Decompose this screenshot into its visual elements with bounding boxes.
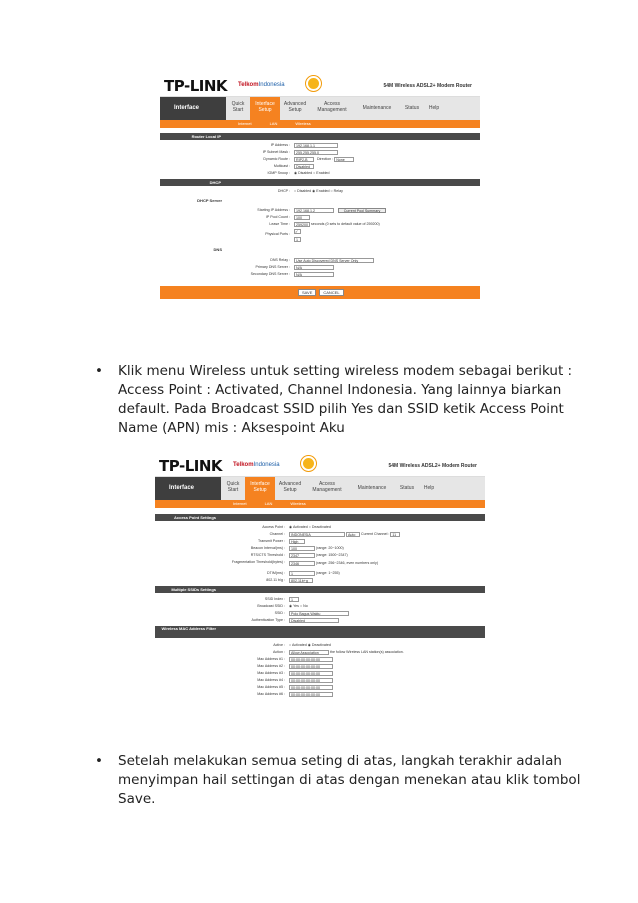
direction-label: Direction :: [317, 157, 334, 161]
row-label: Authentication Type :: [251, 618, 285, 622]
row-label: Channel :: [269, 532, 285, 536]
router-screenshot-lan: [160, 75, 480, 337]
tab-access-management[interactable]: Access Management: [312, 481, 342, 493]
pool-count-input[interactable]: 100: [294, 215, 310, 220]
row-label: SSID Index :: [264, 597, 285, 601]
country-select[interactable]: INDONESIA: [289, 532, 345, 537]
radio-label: Yes: [293, 604, 299, 608]
tab-quick-start[interactable]: Quick Start: [226, 481, 240, 493]
config-body: [160, 128, 480, 337]
nav-title: Interface: [155, 477, 221, 500]
main-nav: [155, 477, 485, 500]
section-label: DHCP: [209, 180, 221, 185]
section-label: Access Point Settings: [173, 515, 216, 520]
radio-icon[interactable]: ◉: [312, 189, 316, 193]
mac-address-input[interactable]: 00:00:00:00:00:00: [289, 671, 333, 676]
row-mac-4: [221, 677, 481, 684]
router-screenshot-wireless: [155, 455, 485, 736]
dtim-input[interactable]: 1: [289, 571, 315, 576]
row-dns-relay: [226, 257, 476, 264]
multicast-select[interactable]: Disabled: [294, 164, 314, 169]
telkom-sun-icon: [306, 76, 321, 91]
row-secondary-dns: [226, 271, 476, 278]
radio-label: Enabled: [316, 189, 330, 193]
paragraph-save-instructions: [118, 752, 581, 809]
paragraph-line: default. Pada Broadcast SSID pilih Yes dan SSID ketik Access Point: [118, 401, 564, 417]
tab-status[interactable]: Status: [399, 485, 415, 491]
paragraph-line: Setelah melakukan semua seting di atas, langkah terakhir adalah: [118, 753, 562, 769]
row-label: Mac Address #6 :: [257, 692, 285, 696]
radio-label: Disabled: [298, 171, 313, 175]
section-dns: DNS: [213, 247, 222, 252]
telkom-text: Telkom: [233, 462, 254, 468]
current-channel-label: Current Channel :: [361, 532, 390, 536]
radio-icon[interactable]: ○: [308, 525, 311, 529]
radio-icon[interactable]: ○: [299, 604, 303, 608]
row-action: [221, 649, 481, 656]
tab-quick-start[interactable]: Quick Start: [231, 101, 245, 113]
section-access-point: [155, 514, 485, 521]
router-header: [160, 75, 480, 97]
beacon-interval-input[interactable]: 100: [289, 546, 315, 551]
row-label: IP Subnet Mask :: [262, 150, 290, 154]
row-ssid: [221, 610, 481, 617]
model-name: 54M Wireless ADSL2+ Modem Router: [383, 83, 472, 89]
row-label: Mac Address #2 :: [257, 664, 285, 668]
section-mac-filter: [155, 626, 485, 638]
radio-icon[interactable]: ○: [330, 189, 333, 193]
row-label: Multicast :: [273, 164, 290, 168]
section-dhcp: [160, 179, 480, 186]
subtab-lan[interactable]: LAN: [264, 501, 273, 506]
tab-interface-setup[interactable]: Interface Setup: [245, 477, 275, 500]
radio-label: Relay: [333, 189, 343, 193]
row-fragmentation: [221, 560, 481, 569]
ip-address-input[interactable]: 192.168.1.1: [294, 143, 338, 148]
save-button[interactable]: SAVE: [298, 289, 316, 296]
row-mac-1: [221, 656, 481, 663]
radio-label: Activated: [292, 525, 308, 529]
row-label: Primary DNS Server :: [255, 265, 290, 269]
row-label: Broadcast SSID :: [257, 604, 285, 608]
row-beacon-interval: [221, 545, 481, 552]
row-rts-cts: [221, 552, 481, 559]
router-header: [155, 455, 485, 477]
model-name: 54M Wireless ADSL2+ Modem Router: [388, 463, 477, 469]
nav-title: Interface: [160, 97, 226, 120]
tab-maintenance[interactable]: Maintenance: [362, 105, 392, 111]
dynamic-route-select[interactable]: RIP2-B: [294, 157, 314, 162]
bullet-1: •: [95, 363, 103, 379]
tab-advanced-setup[interactable]: Advanced Setup: [278, 481, 302, 493]
paragraph-line: Name (APN) mis : Aksespoint Aku: [118, 420, 345, 436]
row-igmp-snoop: [226, 170, 476, 177]
section-label: Multiple SSIDs Settings: [171, 587, 216, 592]
tab-access-management[interactable]: Access Management: [317, 101, 347, 113]
row-label: RTS/CTS Threshold :: [250, 553, 285, 557]
auth-type-select[interactable]: Disabled: [289, 618, 339, 623]
checkbox-icon[interactable]: ✓: [294, 229, 301, 234]
row-active: [221, 642, 481, 649]
ssid-input[interactable]: Polo Bagus Waktu: [289, 611, 349, 616]
telkom-text: Telkom: [238, 82, 259, 88]
section-router-local-ip: [160, 133, 480, 140]
nav-tabs: [221, 477, 485, 500]
row-label: Physical Ports :: [265, 232, 290, 236]
mode-select[interactable]: 802.11b+g: [289, 578, 313, 583]
row-label: IGMP Snoop :: [267, 171, 290, 175]
range-note: (range: 20~1000): [316, 546, 344, 550]
radio-label: Disabled: [297, 189, 312, 193]
direction-select[interactable]: None: [334, 157, 354, 162]
mac-address-input[interactable]: 00:00:00:00:00:00: [289, 657, 333, 662]
radio-label: No: [303, 604, 308, 608]
paragraph-line: Access Point : Activated, Channel Indonesia. Yang lainnya biarkan: [118, 382, 562, 398]
ssid-index-select[interactable]: 1: [289, 597, 299, 602]
subtab-internet[interactable]: Internet: [238, 121, 252, 126]
footer-bar: [160, 286, 480, 299]
row-label: 802.11 b/g :: [266, 578, 285, 582]
row-mac-2: [221, 663, 481, 670]
row-channel: [221, 531, 481, 538]
lease-time-input[interactable]: 259200: [296, 222, 308, 227]
tab-status[interactable]: Status: [404, 105, 420, 111]
channel-select[interactable]: Auto: [346, 532, 360, 537]
row-broadcast-ssid: [221, 603, 481, 610]
subtab-internet[interactable]: Internet: [233, 501, 247, 506]
mac-address-input[interactable]: 00:00:00:00:00:00: [289, 685, 333, 690]
fragmentation-input[interactable]: 2346: [289, 561, 315, 566]
row-dtim: [221, 570, 481, 577]
mac-address-input[interactable]: 00:00:00:00:00:00: [289, 664, 333, 669]
row-label: Starting IP Address :: [257, 208, 290, 212]
telkom-logo: [238, 82, 285, 88]
cancel-button[interactable]: CANCEL: [319, 289, 343, 296]
row-mac-6: [221, 691, 481, 698]
radio-icon[interactable]: ◉: [294, 171, 298, 175]
current-channel-value: 11: [390, 532, 400, 537]
radio-icon[interactable]: ◉: [307, 643, 311, 647]
starting-ip-input[interactable]: 192.168.1.2: [294, 208, 334, 213]
indonesia-text: Indonesia: [253, 462, 280, 468]
row-mac-5: [221, 684, 481, 691]
row-80211bg: [221, 577, 481, 584]
row-access-point: [221, 524, 481, 531]
row-label: Dynamic Route :: [263, 157, 290, 161]
row-label: Fragmentation Threshold(bytes) :: [231, 560, 285, 564]
tab-maintenance[interactable]: Maintenance: [357, 485, 387, 491]
action-note: the follow Wireless LAN station(s) association.: [330, 650, 404, 654]
mac-address-input[interactable]: 00:00:00:00:00:00: [289, 678, 333, 683]
tab-help[interactable]: Help: [428, 105, 440, 111]
radio-icon[interactable]: ○: [313, 171, 316, 175]
row-label: Access Point :: [262, 525, 285, 529]
row-label: SSID :: [274, 611, 285, 615]
section-multiple-ssids: [155, 586, 485, 593]
row-subnet-mask: [226, 149, 476, 156]
dns-relay-select[interactable]: Use Auto Discovered DNS Server Only: [294, 258, 374, 263]
config-body: [155, 508, 485, 736]
lease-time-note: seconds (0 sets to default value of 259200): [311, 222, 380, 226]
subtab-wireless[interactable]: Wireless: [295, 121, 311, 126]
radio-label: Deactivated: [311, 525, 331, 529]
tp-link-logo: TP-LINK: [164, 77, 228, 95]
sub-nav: [160, 120, 480, 128]
row-label: Lease Time :: [269, 222, 290, 226]
row-label: Mac Address #5 :: [257, 685, 285, 689]
radio-icon[interactable]: ○: [289, 643, 292, 647]
radio-label: Enabled: [316, 171, 330, 175]
radio-label: Activated: [291, 643, 307, 647]
sub-nav: [155, 500, 485, 508]
rts-cts-input[interactable]: 2347: [289, 553, 315, 558]
telkom-sun-icon: [301, 456, 316, 471]
row-transmit-power: [221, 538, 481, 545]
row-label: Action :: [273, 650, 285, 654]
row-label: IP Address :: [270, 143, 290, 147]
row-label: DNS Relay :: [270, 258, 290, 262]
paragraph-line: Klik menu Wireless untuk setting wireless modem sebagai berikut :: [118, 363, 573, 379]
row-label: Mac Address #1 :: [257, 657, 285, 661]
indonesia-text: Indonesia: [258, 82, 285, 88]
row-lease-time: [226, 221, 476, 228]
row-physical-ports: [226, 229, 476, 241]
row-dynamic-route: [226, 156, 476, 163]
row-label: Secondary DNS Server :: [250, 272, 290, 276]
transmit-power-select[interactable]: High: [289, 539, 305, 544]
secondary-dns-input[interactable]: N/A: [294, 272, 334, 277]
tab-help[interactable]: Help: [423, 485, 435, 491]
paragraph-line: Save.: [118, 791, 156, 807]
row-pool-count: [226, 214, 476, 221]
row-ssid-index: [221, 596, 481, 603]
row-label: Mac Address #4 :: [257, 678, 285, 682]
footer-buttons: [298, 289, 344, 296]
row-authentication: [221, 617, 481, 624]
row-ip-address: [226, 142, 476, 149]
telkom-logo: [233, 462, 280, 468]
row-label: DHCP :: [277, 189, 290, 193]
row-label: Transmit Power :: [257, 539, 285, 543]
tp-link-logo: TP-LINK: [159, 457, 223, 475]
action-select[interactable]: Allow Association: [289, 650, 329, 655]
port-number: 1: [294, 237, 301, 242]
current-pool-summary-button[interactable]: Current Pool Summary: [338, 208, 386, 213]
row-mac-3: [221, 670, 481, 677]
row-label: Active :: [273, 643, 285, 647]
radio-icon[interactable]: ○: [294, 189, 297, 193]
row-label: IP Pool Count :: [265, 215, 290, 219]
row-primary-dns: [226, 264, 476, 271]
section-label: Wireless MAC Address Filter: [161, 626, 216, 631]
tab-advanced-setup[interactable]: Advanced Setup: [283, 101, 307, 113]
row-label: DTIM(ms) :: [267, 571, 285, 575]
row-multicast: [226, 163, 476, 170]
row-dhcp: [226, 188, 476, 195]
range-note: (range: 1500~2347): [316, 553, 348, 557]
row-label: Mac Address #3 :: [257, 671, 285, 675]
row-label: Beacon Interval(ms) :: [250, 546, 285, 550]
section-dhcp-server: DHCP Server: [197, 198, 222, 203]
section-label: Router Local IP: [191, 134, 221, 139]
range-note: (range: 256~2346, even numbers only): [316, 561, 379, 565]
subnet-mask-input[interactable]: 255.255.255.0: [294, 150, 338, 155]
bullet-2: •: [95, 753, 103, 769]
row-starting-ip: [226, 207, 476, 214]
paragraph-line: menyimpan hail settingan di atas dengan menekan atau klik tombol: [118, 772, 581, 788]
radio-icon[interactable]: ◉: [289, 604, 293, 608]
tab-interface-setup[interactable]: Interface Setup: [250, 97, 280, 120]
mac-address-input[interactable]: 00:00:00:00:00:00: [289, 692, 333, 697]
main-nav: [160, 97, 480, 120]
radio-icon[interactable]: ◉: [289, 525, 293, 529]
radio-label: Deactivated: [311, 643, 331, 647]
subtab-wireless[interactable]: Wireless: [290, 501, 306, 506]
subtab-lan[interactable]: LAN: [269, 121, 278, 126]
nav-tabs: [226, 97, 480, 120]
primary-dns-input[interactable]: N/A: [294, 265, 334, 270]
range-note: (range: 1~255): [316, 571, 340, 575]
paragraph-wireless-instructions: [118, 362, 578, 438]
